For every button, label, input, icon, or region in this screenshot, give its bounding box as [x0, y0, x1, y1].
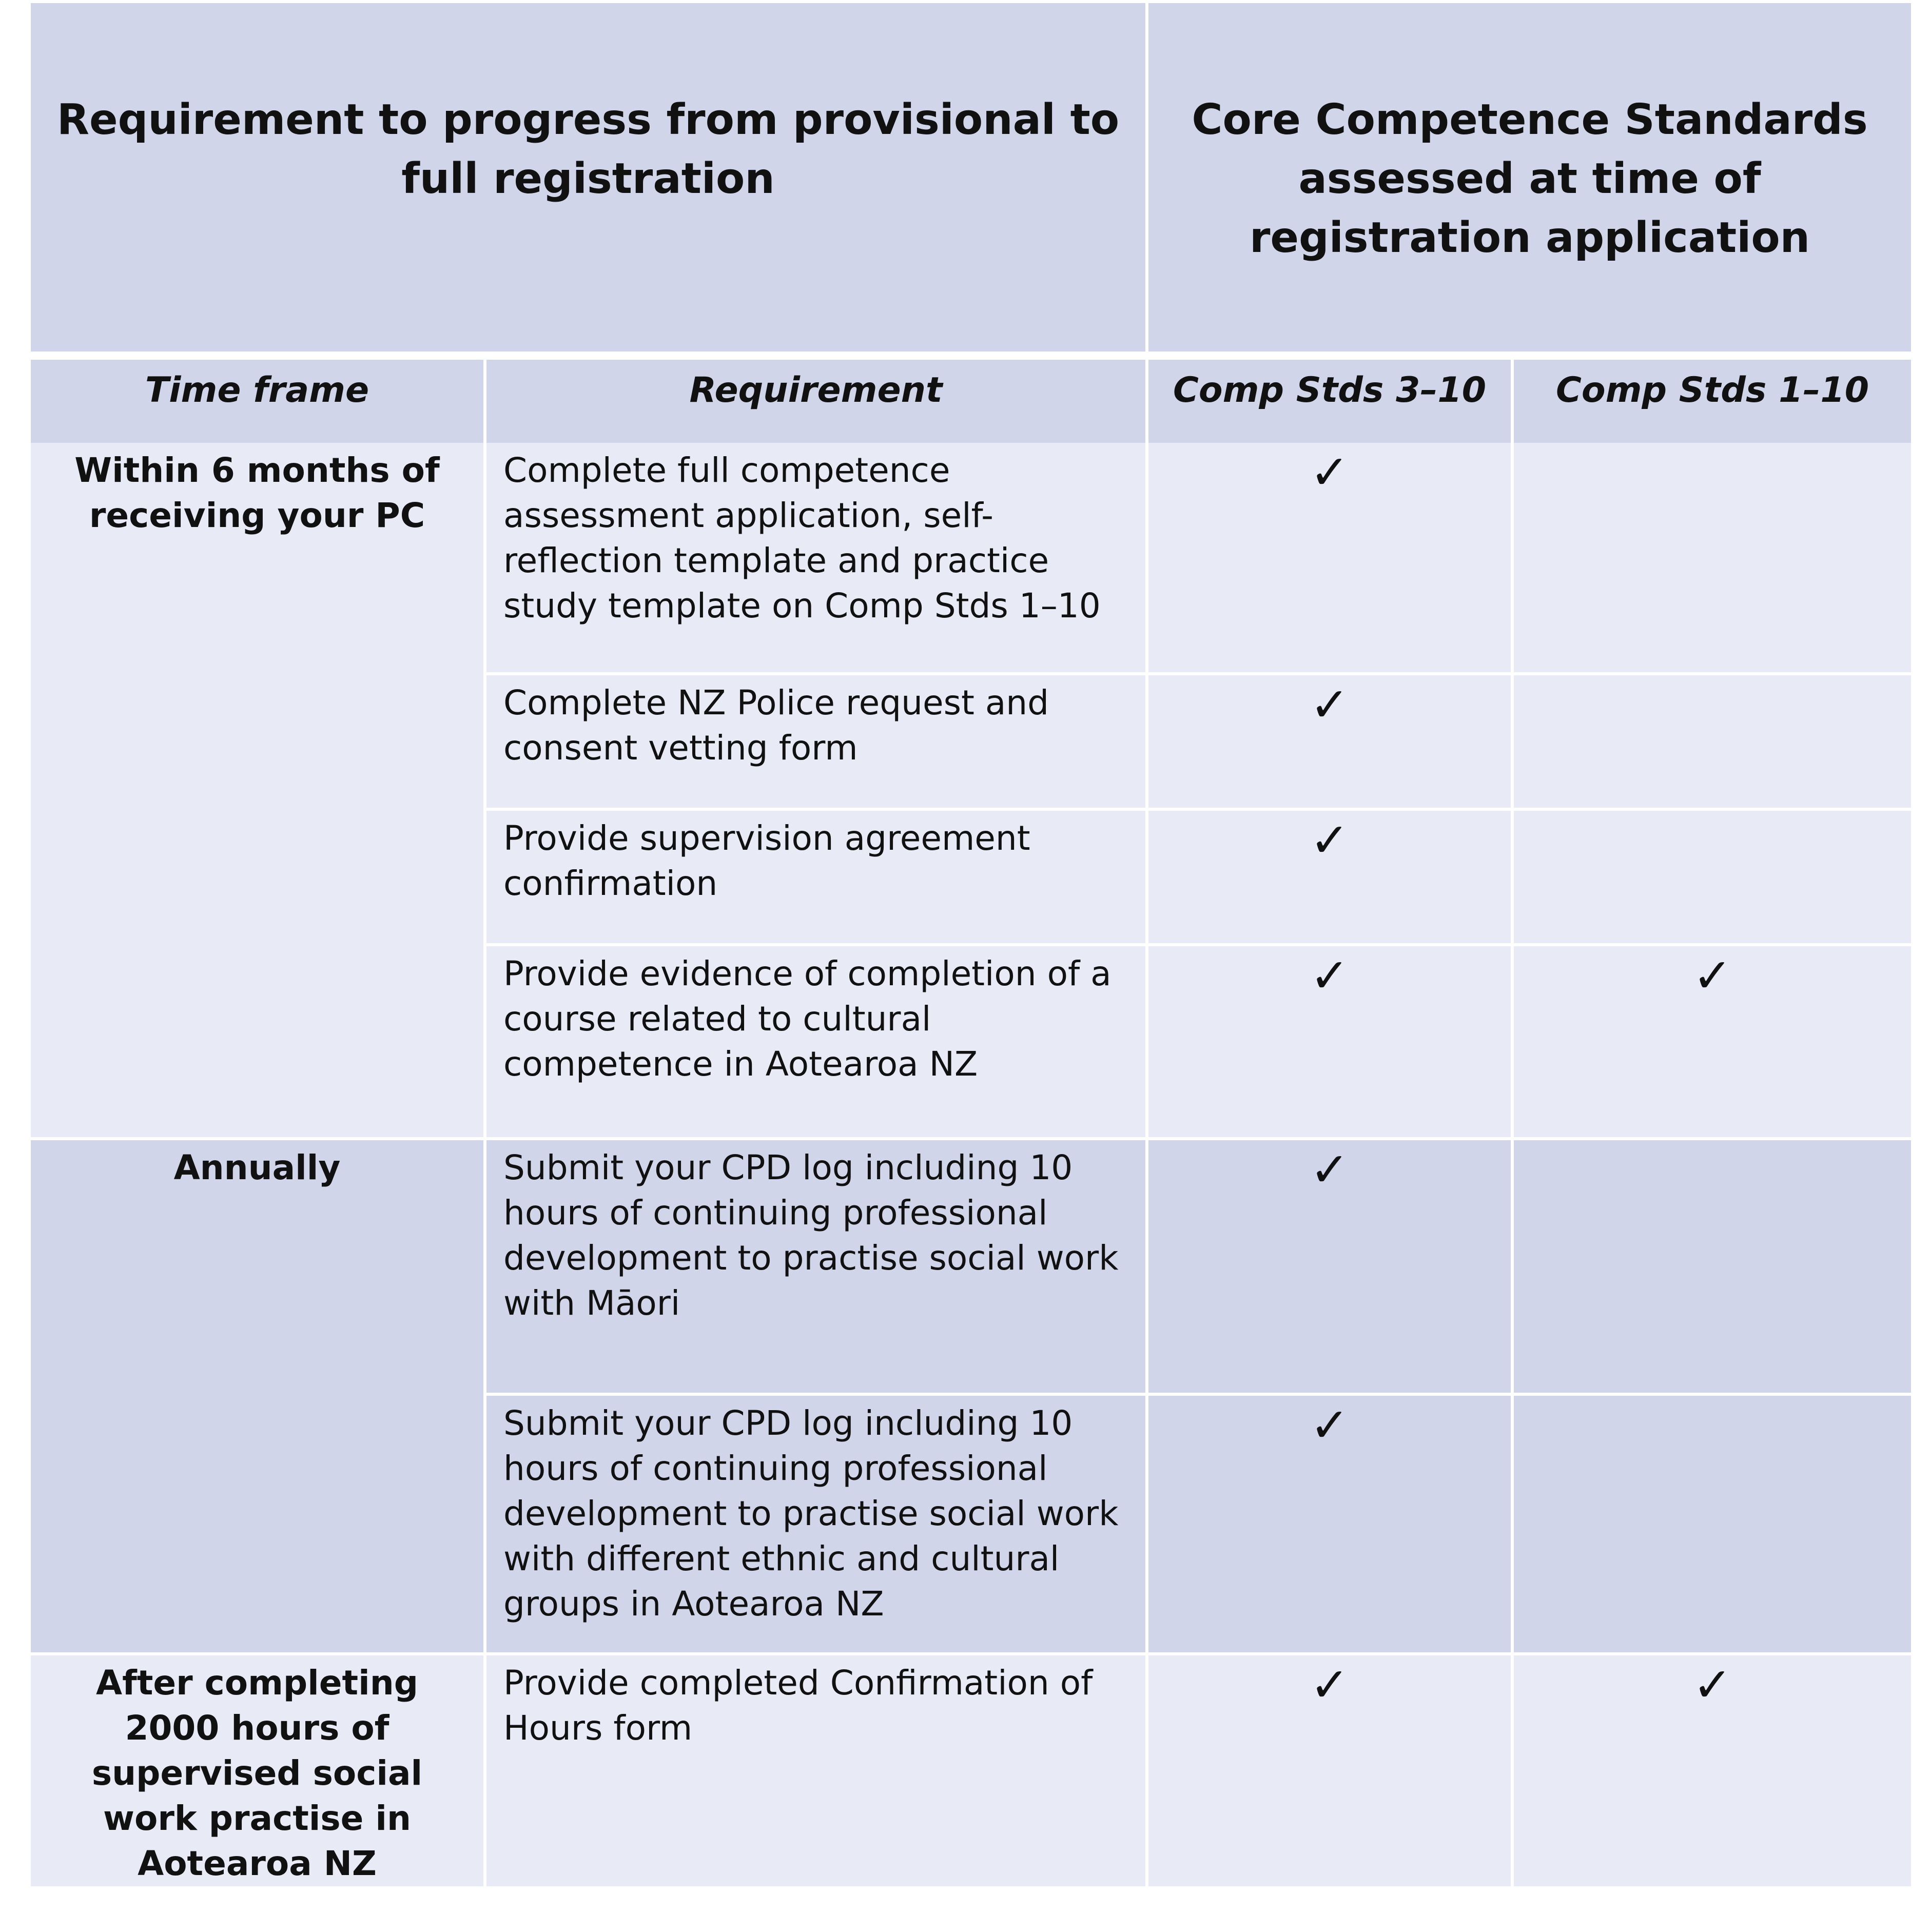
check-icon: ✓	[1310, 813, 1350, 868]
requirement-cell: Submit your CPD log including 10 hours of continuing professional development to practise social work with different ethnic and cultural groups in Aotearoa NZ	[485, 1394, 1147, 1654]
comp-3-10-cell	[1147, 809, 1512, 945]
header-core-competence: Core Competence Standards assessed at time of registration application	[1147, 2, 1911, 356]
requirement-cell: Provide supervision agreement confirmation	[485, 809, 1147, 945]
check-icon: ✓	[1310, 1657, 1350, 1712]
comp-1-10-cell	[1512, 1139, 1911, 1394]
table-top-header	[31, 2, 1911, 356]
time-frame-cell: Annually	[31, 1139, 485, 1654]
column-header-requirement: Requirement	[485, 356, 1147, 443]
table-row	[31, 1654, 1911, 1888]
header-progress-requirement: Requirement to progress from provisional to full registration	[31, 2, 1147, 356]
comp-1-10-cell	[1512, 443, 1911, 674]
comp-1-10-cell	[1512, 1654, 1911, 1888]
comp-3-10-cell	[1147, 945, 1512, 1139]
comp-1-10-cell	[1512, 809, 1911, 945]
table-row	[31, 1139, 1911, 1394]
comp-1-10-cell	[1512, 1394, 1911, 1654]
comp-1-10-cell	[1512, 674, 1911, 809]
requirement-cell: Complete NZ Police request and consent vetting form	[485, 674, 1147, 809]
requirements-table-container	[31, 0, 1911, 1889]
requirement-cell: Complete full competence assessment application, self-reflection template and practice study template on Comp Stds 1–10	[485, 443, 1147, 674]
comp-3-10-cell	[1147, 1394, 1512, 1654]
check-icon: ✓	[1310, 1398, 1350, 1453]
requirement-cell: Provide completed Confirmation of Hours form	[485, 1654, 1147, 1888]
column-header-comp-1-10: Comp Stds 1–10	[1512, 356, 1911, 443]
check-icon: ✓	[1692, 948, 1732, 1003]
column-header-time-frame: Time frame	[31, 356, 485, 443]
check-icon: ✓	[1310, 948, 1350, 1003]
requirements-table	[31, 0, 1911, 1889]
comp-3-10-cell	[1147, 1654, 1512, 1888]
check-icon: ✓	[1310, 1142, 1350, 1197]
column-header-comp-3-10: Comp Stds 3–10	[1147, 356, 1512, 443]
requirement-cell: Submit your CPD log including 10 hours of continuing professional development to practise social work with Māori	[485, 1139, 1147, 1394]
check-icon: ✓	[1310, 677, 1350, 732]
comp-3-10-cell	[1147, 674, 1512, 809]
time-frame-cell: Within 6 months of receiving your PC	[31, 443, 485, 1139]
check-icon: ✓	[1692, 1657, 1732, 1712]
time-frame-cell: After completing 2000 hours of supervised social work practise in Aotearoa NZ	[31, 1654, 485, 1888]
comp-1-10-cell	[1512, 945, 1911, 1139]
check-icon: ✓	[1310, 445, 1350, 500]
comp-3-10-cell	[1147, 1139, 1512, 1394]
comp-3-10-cell	[1147, 443, 1512, 674]
table-row	[31, 443, 1911, 674]
requirement-cell: Provide evidence of completion of a course related to cultural competence in Aotearoa NZ	[485, 945, 1147, 1139]
table-column-headers	[31, 356, 1911, 443]
